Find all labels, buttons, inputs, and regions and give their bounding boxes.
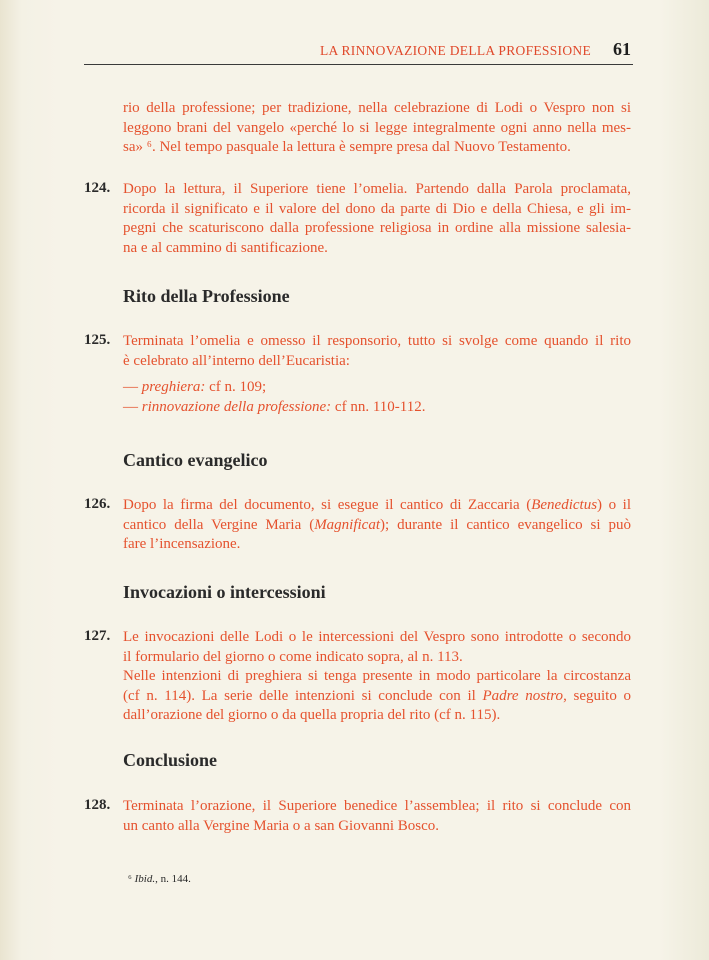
text-line: il formulario del giorno o come indicato sopra, al n. 113. [123,648,463,665]
text-line: fare l’incensazione. [123,536,241,552]
text-run: ); durante il cantico evangelico si può [380,516,631,533]
text-line: dall’orazione del giorno o da quella propria del rito (cf n. 115). [123,707,501,723]
text-line [123,687,631,707]
text-line: un canto alla Vergine Maria o a san Giovanni Bosco. [123,817,440,834]
text-line: ricorda il significato e il valore del dono da parte di Dio e della Chiesa, e gli im- [123,200,631,217]
section-heading: Invocazioni o intercessioni [123,582,326,602]
paragraph-number: 126. [84,496,111,512]
text-line: Nelle intenzioni di preghiera si tenga presente in modo particolare la circostanza [123,668,631,684]
text-line: rio della professione; per tradizione, nella celebrazione di Lodi o Vespro non si [123,100,631,116]
paragraph-number: 128. [84,797,111,813]
paragraph-number: 124. [84,180,111,196]
text-line: na e al cammino di santificazione. [123,239,328,256]
italic-title: Padre nostro [482,687,564,704]
paragraph-127 [123,628,631,726]
text-line: leggono brani del vangelo «perché lo si legge integralmente ogni anno nella mes- [123,119,631,136]
list-reference: cf n. 109; [209,379,267,395]
section-heading: Rito della Professione [123,286,290,306]
footnote [128,873,191,885]
running-header [84,38,633,65]
paragraph-128 [123,797,631,836]
text-line: Dopo la lettura, il Superiore tiene l’omelia. Partendo dalla Parola proclamata, [123,181,631,197]
paragraph-number: 125. [84,332,111,348]
list-reference: cf nn. 110-112. [334,398,426,415]
paragraph-125 [123,332,631,371]
list-item [123,378,631,398]
text-line: Le invocazioni delle Lodi o le intercessioni del Vespro sono introdotte o secondo [123,629,631,645]
text-line: sa» ⁶. Nel tempo pasquale la lettura è sempre presa dal Nuovo Testamento. [123,139,571,155]
paragraph-126 [123,496,631,555]
text-line [123,516,631,536]
text-line: pegni che scaturiscono dalla professione religiosa in ordine alla missione salesia- [123,220,631,236]
footnote-text: , n. 144. [155,873,191,885]
page-number: 61 [613,39,631,59]
text-line [123,496,631,516]
italic-title: Magnificat [314,516,381,533]
text-run: (cf n. 114). La serie delle intenzioni si conclude con il [123,687,483,704]
running-title: LA RINNOVAZIONE DELLA PROFESSIONE [319,43,591,58]
italic-title: Benedictus [531,497,598,513]
text-line: Terminata l’omelia e omesso il responsorio, tutto si svolge come quando il rito [123,333,631,349]
list-dash: — [123,398,138,415]
text-run: , seguito o [563,687,632,704]
rite-list [123,378,631,417]
section-heading: Conclusione [123,750,218,770]
text-run: Dopo la firma del documento, si esegue il cantico di Zaccaria ( [123,497,532,513]
text-line: Terminata l’orazione, il Superiore benedice l’assemblea; il rito si conclude con [123,798,631,814]
paragraph-124 [123,180,631,258]
text-line: è celebrato all’interno dell’Eucaristia: [123,352,350,369]
text-run: cantico della Vergine Maria ( [123,516,315,533]
footnote-ref: Ibid. [134,873,156,885]
paragraph-number: 127. [84,628,111,644]
list-label: rinnovazione della professione: [141,398,332,415]
list-dash: — [123,379,138,395]
list-item [123,398,631,418]
list-label: preghiera: [141,379,206,395]
section-heading: Cantico evangelico [123,450,268,470]
intro-paragraph [123,99,631,158]
footnote-marker: ⁶ [128,873,132,885]
text-run: ) o il [597,497,631,513]
